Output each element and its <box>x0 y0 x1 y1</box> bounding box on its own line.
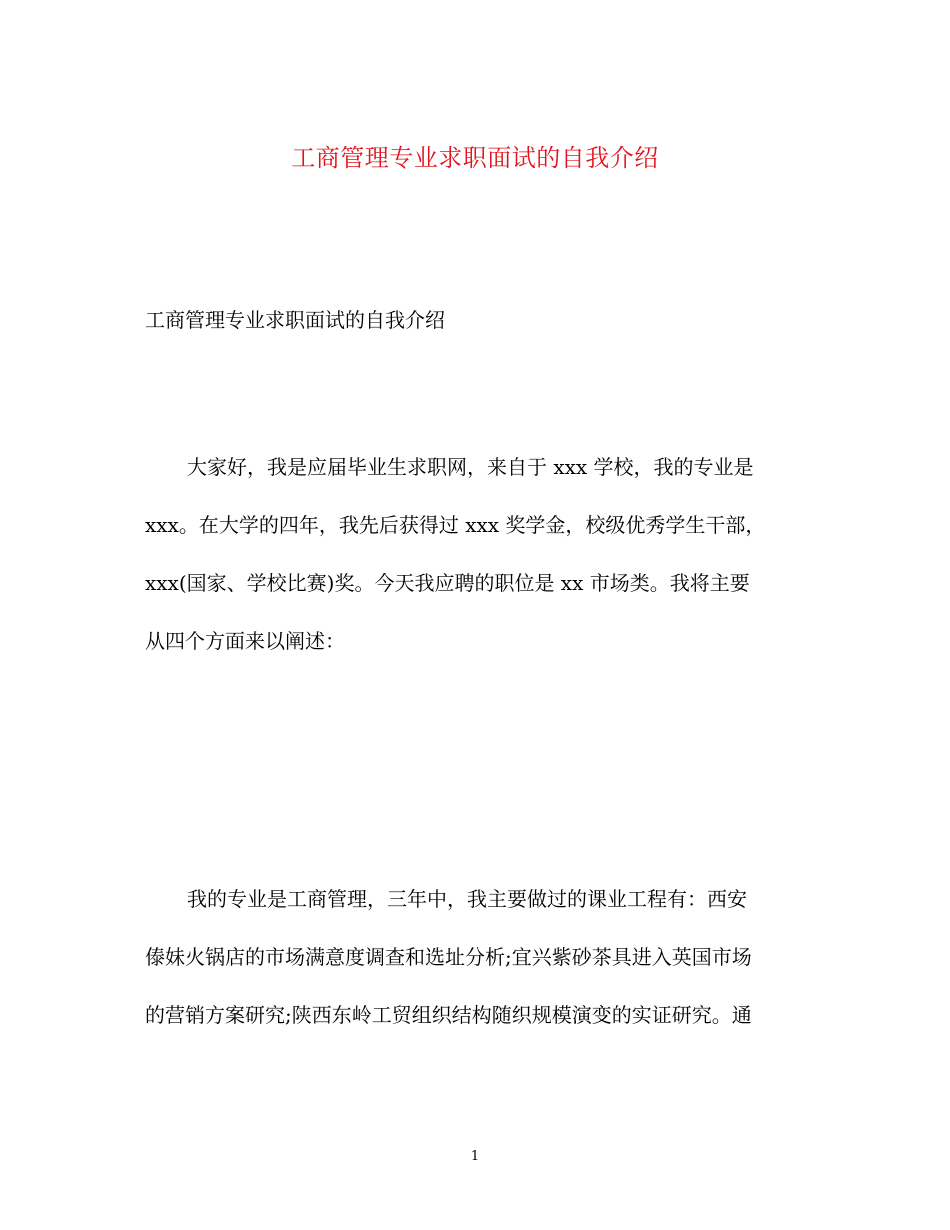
document-title: 工商管理专业求职面试的自我介绍 <box>291 144 659 172</box>
paragraph-line: xxx。在大学的四年，我先后获得过 xxx 奖学金，校级优秀学生干部， <box>145 513 766 537</box>
paragraph-line: 我的专业是工商管理，三年中，我主要做过的课业工程有：西安 <box>187 887 747 911</box>
page-number: 1 <box>470 1149 480 1164</box>
paragraph-line: 从四个方面来以阐述： <box>145 629 345 653</box>
paragraph-line: xxx(国家、学校比赛)奖。今天我应聘的职位是 xx 市场类。我将主要 <box>145 571 750 595</box>
document-subtitle: 工商管理专业求职面试的自我介绍 <box>145 308 445 332</box>
paragraph-line: 的营销方案研究;陕西东岭工贸组织结构随织规模演变的实证研究。通 <box>145 1003 752 1027</box>
paragraph-introduction <box>145 452 805 684</box>
paragraph-line: 大家好，我是应届毕业生求职网，来自于 xxx 学校，我的专业是 <box>187 455 754 479</box>
paragraph-line: 傣妹火锅店的市场满意度调查和选址分析;宜兴紫砂茶具进入英国市场 <box>145 945 752 969</box>
paragraph-major <box>145 884 805 1058</box>
